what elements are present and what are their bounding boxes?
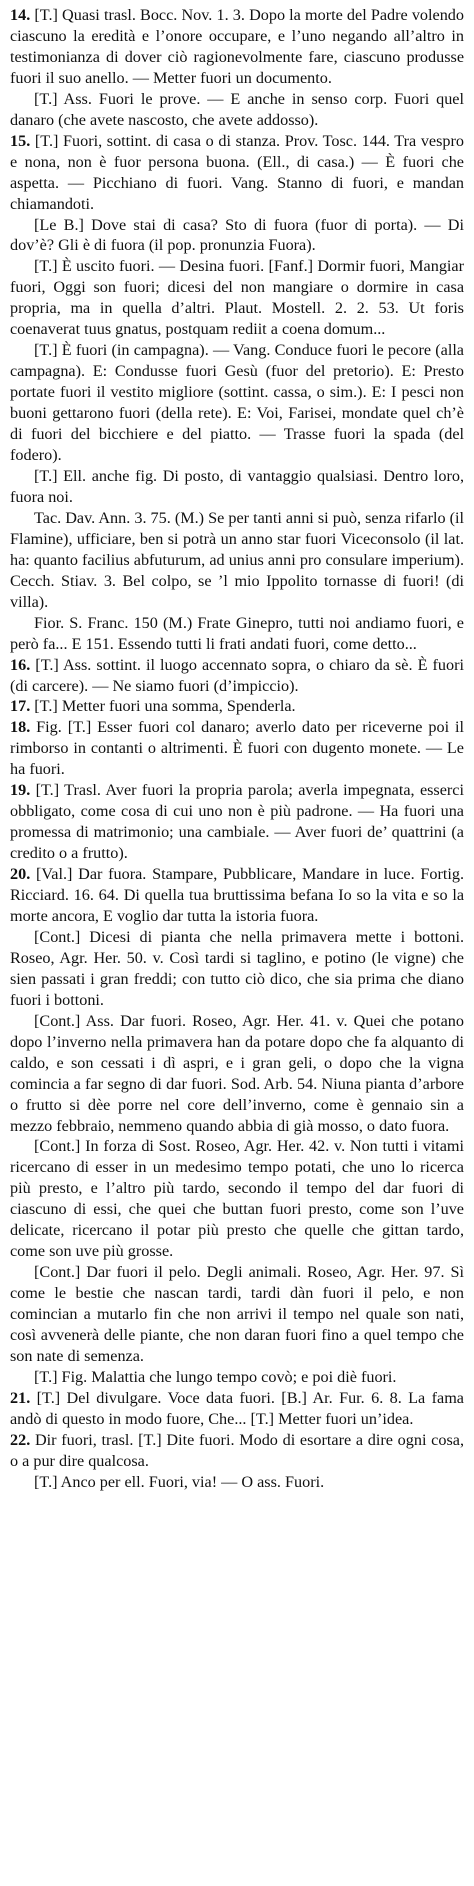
entry-20-sub-b: [Cont.] Ass. Dar fuori. Roseo, Agr. Her. 41. v. Quei che potano dopo l’inverno nella primavera han da potare dopo che fa alquanto di caldo, e son cessati i dì aspri, e i gran geli, o dopo che la vigna comincia a far segno di dar fuori. Sod. Arb. 54. Niuna pianta d’arbore o frutto si dèe porre nel core dell’inverno, come è gennaio sin a mezzo febbraio, nemmeno quando abbia di già mosso, o dato fuora.: [10, 1011, 464, 1135]
entry-19: 19. [T.] Trasl. Aver fuori la propria parola; averla impegnata, esserci obbligato, come cosa di cui uno non è più padrone. — Ha fuori una promessa di matrimonio; una cambiale. — Aver fuori de’ quattrini (a credito o a frutto).: [10, 781, 464, 863]
entry-20: 20. [Val.] Dar fuora. Stampare, Pubblicare, Mandare in luce. Fortig. Ricciard. 16. 64. Di quella tua bruttissima befana Io so la vita e so la morte ancora, E voglio dar tutta la istoria fuora.: [10, 865, 464, 925]
entry-15: 15. [T.] Fuori, sottint. di casa o di stanza. Prov. Tosc. 144. Tra vespro e nona, non è fuor persona buona. (Ell., di casa.) — È fuori che aspetta. — Picchiano di fuori. Vang. Stanno di fuori, e mandan chiamandoti.: [10, 131, 464, 213]
entry-number: 14.: [10, 6, 31, 24]
entry-14-sub: [T.] Ass. Fuori le prove. — E anche in senso corp. Fuori quel danaro (che avete nascosto, che avete addosso).: [10, 89, 464, 129]
entry-15-sub-a: [Le B.] Dove stai di casa? Sto di fuora (fuor di porta). — Di dov’è? Gli è di fuora (il pop. pronunzia Fuora).: [10, 215, 464, 255]
entry-number: 18.: [10, 718, 31, 737]
entry-number: 17.: [10, 697, 31, 716]
entry-number: 21.: [10, 1388, 31, 1407]
entry-15-sub-e: Tac. Dav. Ann. 3. 75. (M.) Se per tanti anni si può, senza rifarlo (il Flamine), ufficiare, ben si potrà un anno star fuori Viceconsolo (il lat. ha: quanto facilius abfuturum, ad unius anni pro consulare imperium). Cecch. Stiav. 3. Bel colpo, se ’l mio Ippolito tornasse di fuori! (di villa).: [10, 508, 464, 611]
entry-20-sub-e: [T.] Fig. Malattia che lungo tempo covò; e poi diè fuori.: [34, 1367, 397, 1386]
entry-number: 16.: [10, 655, 31, 674]
entry-number: 20.: [10, 865, 31, 884]
entry-20-sub-d: [Cont.] Dar fuori il pelo. Degli animali. Roseo, Agr. Her. 97. Sì come le bestie che nascan tardi, tardi dàn fuori il pelo, e non comincian a mutarlo fin che non arrivi il tempo nel quale son nati, così avvenerà delle piante, che non daran fuori fino a quel tempo che son nate di semenza.: [10, 1263, 464, 1365]
entry-18: 18. Fig. [T.] Esser fuori col danaro; averlo dato per riceverne poi il rimborso in contanti o altrimenti. È fuori con dugento monete. — Le ha fuori.: [10, 718, 464, 779]
entry-14: 14. [T.] Quasi trasl. Bocc. Nov. 1. 3. Dopo la morte del Padre volendo ciascuno la eredità e l’onore occupare, e l’uno negando all’altro in testimonianza di dover ciò ragionevolmente fare, ciascuno produsse fuori il suo anello. — Metter fuori un documento.: [10, 6, 464, 87]
entry-15-sub-c: [T.] È fuori (in campagna). — Vang. Conduce fuori le pecore (alla campagna). E: Condusse fuori Gesù (fuor del pretorio). E: Presto portate fuori il vestito migliore (sottint. cassa, o sim.). E: I pesci non buoni gettarono fuori (della rete). E: Voi, Farisei, mondate quel ch’è di fuori del bicchiere e del piatto. — Trasse fuori la spada (del fodero).: [10, 341, 464, 465]
entry-22: 22. Dir fuori, trasl. [T.] Dite fuori. Modo di esortare a dire ogni cosa, o a pur dire qualcosa.: [10, 1430, 464, 1470]
entry-21: 21. [T.] Del divulgare. Voce data fuori. [B.] Ar. Fur. 6. 8. La fama andò di questo in modo fuore, Che... [T.] Metter fuori un’idea.: [10, 1388, 464, 1428]
entry-number: 19.: [10, 781, 31, 800]
entry-number: 22.: [10, 1430, 31, 1449]
entry-22-sub: [T.] Anco per ell. Fuori, via! — O ass. Fuori.: [34, 1472, 325, 1491]
entry-15-sub-b: [T.] È uscito fuori. — Desina fuori. [Fanf.] Dormir fuori, Mangiar fuori, Oggi son fuori; dicesi del non mangiare o dormire in casa propria, ma in quella d’altri. Plaut. Mostell. 2. 2. 53. Ut foris coenaverat tuus gnatus, postquam rediit a coena domum...: [10, 257, 464, 339]
entry-15-sub-f: Fior. S. Franc. 150 (M.) Frate Ginepro, tutti noi andiamo fuori, e però fa... E 151. Essendo tutti li frati andati fuori, come detto...: [10, 613, 464, 653]
entry-number: 15.: [10, 131, 31, 150]
entry-20-sub-c: [Cont.] In forza di Sost. Roseo, Agr. Her. 42. v. Non tutti i vitami ricercano di esser in un medesimo tempo potati, che uno lo ricerca più presto, e l’altro più tardo, secondo il tempo del dar fuori di ciascuno di essi, che quei che buttan fuori presto, come son l’uve delicate, ricercano il potar più presto che quelle che gittan tardo, come son uve più grosse.: [10, 1137, 464, 1261]
entry-20-sub-a: [Cont.] Dicesi di pianta che nella primavera mette i bottoni. Roseo, Agr. Her. 50. v. Così tardi si taglino, e potino (le vigne) che sien passati i gran freddi; con tutto ciò dico, che sia prima che diano fuori i bottoni.: [10, 927, 464, 1009]
entry-15-sub-d: [T.] Ell. anche fig. Di posto, di vantaggio qualsiasi. Dentro loro, fuora noi.: [10, 466, 464, 506]
entry-16: 16. [T.] Ass. sottint. il luogo accennato sopra, o chiaro da sè. È fuori (di carcere). — Ne siamo fuori (d’impiccio).: [10, 655, 464, 695]
entry-17: 17. [T.] Metter fuori una somma, Spenderla.: [10, 697, 296, 716]
